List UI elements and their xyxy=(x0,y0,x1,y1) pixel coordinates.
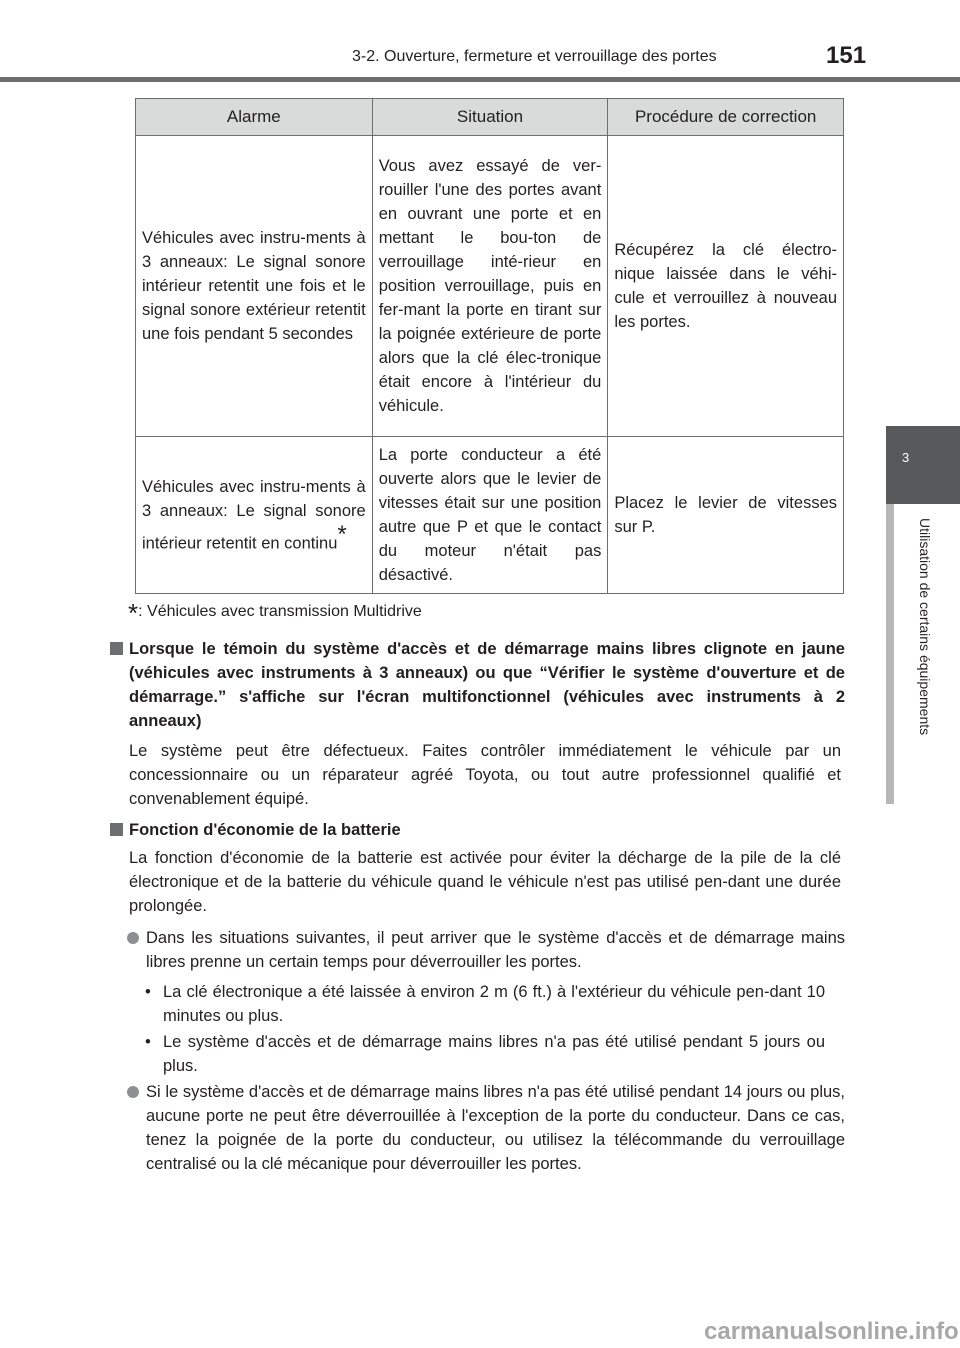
chapter-title: Utilisation de certains équipements xyxy=(917,518,933,736)
table-row xyxy=(136,437,844,594)
list-item xyxy=(125,1080,845,1176)
procedure-cell: Récupérez la clé électro-nique laissée dans le véhi-cule et verrouillez à nouveau les portes. xyxy=(608,136,844,437)
bullet-dot-icon: • xyxy=(145,1033,151,1051)
sub-list-item xyxy=(145,1030,825,1078)
column-header: Procédure de correction xyxy=(608,99,844,136)
list-item-text: Dans les situations suivantes, il peut arriver que le système d'accès et de démarrage mains libres prenne un certain temps pour déverrouiller les portes. xyxy=(146,929,845,971)
alarm-cell: Véhicules avec instru-ments à 3 anneaux: Le signal sonore intérieur retentit une fois et le signal sonore extérieur retentit une fois pendant 5 secondes xyxy=(136,136,373,437)
table-row xyxy=(136,136,844,437)
chapter-tab xyxy=(886,426,960,504)
procedure-cell: Placez le levier de vitesses sur P. xyxy=(608,437,844,594)
circle-bullet-icon xyxy=(127,1086,139,1098)
page-number: 151 xyxy=(826,42,867,69)
sub-list-item-text: Le système d'accès et de démarrage mains libres n'a pas été utilisé pendant 5 jours ou plus. xyxy=(163,1033,825,1075)
section-body: Le système peut être défectueux. Faites contrôler immédiatement le véhicule par un concessionnaire ou un réparateur agréé Toyota, ou tout autre professionnel qualifié et convenablement équipé. xyxy=(129,742,841,808)
table-header-row xyxy=(136,99,844,136)
column-header: Situation xyxy=(372,99,608,136)
table-footnote xyxy=(128,598,422,629)
chapter-number: 3 xyxy=(902,450,910,465)
footnote-text: : Véhicules avec transmission Multidrive xyxy=(138,603,422,620)
alarm-cell xyxy=(136,437,373,594)
section-title: 3-2. Ouverture, fermeture et verrouillage des portes xyxy=(352,48,717,65)
watermark: carmanualsonline.info xyxy=(704,1318,959,1345)
list-item-text: Si le système d'accès et de démarrage mains libres n'a pas été utilisé pendant 14 jours ou plus, aucune porte ne peut être déverrouillée à l'exception de la porte du conducteur. Dans ce cas, tenez la poignée de la porte du conducteur, ou utilisez la télécommande du verrouillage centralisé ou la clé mécanique pour déverrouiller les portes. xyxy=(146,1083,845,1173)
alarm-table xyxy=(135,98,844,594)
list-item xyxy=(125,926,845,974)
sub-list-item xyxy=(145,980,825,1028)
section-heading: Fonction d'économie de la batterie xyxy=(129,821,401,839)
circle-bullet-icon xyxy=(127,932,139,944)
column-header: Alarme xyxy=(136,99,373,136)
footnote-mark: * xyxy=(337,520,347,548)
header-divider xyxy=(0,77,960,82)
section-body: La fonction d'économie de la batterie est activée pour éviter la décharge de la pile de la clé électronique et de la batterie du véhicule quand le véhicule n'est pas utilisé pen-dant une durée prolongée. xyxy=(129,849,841,915)
situation-cell: Vous avez essayé de ver-rouiller l'une des portes avant en ouvrant une porte et en mettant le bou-ton de verrouillage inté-rieur en position verrouillage, puis en fer-mant la porte en tirant sur la poignée extérieure de porte alors que la clé élec-tronique était encore à l'intérieur du véhicule. xyxy=(372,136,608,437)
alarm-text: Véhicules avec instru-ments à 3 anneaux: Le signal sonore intérieur retentit en continu xyxy=(142,477,366,553)
bullet-dot-icon: • xyxy=(145,983,151,1001)
section-heading-warning xyxy=(110,637,845,733)
section-heading-battery xyxy=(110,818,845,842)
situation-cell: La porte conducteur a été ouverte alors que le levier de vitesses était sur une position autre que P et que le contact du moteur n'était pas désactivé. xyxy=(372,437,608,594)
section-heading: Lorsque le témoin du système d'accès et de démarrage mains libres clignote en jaune (véhicules avec instruments à 3 anneaux) ou que “Vérifier le système d'ouverture et de démarrage.” s'affiche sur l'écran multifonctionnel (véhicules avec instruments à 2 anneaux) xyxy=(129,640,845,730)
footnote-mark: * xyxy=(128,598,139,628)
sub-list-item-text: La clé électronique a été laissée à environ 2 m (6 ft.) à l'extérieur du véhicule pen-dant 10 minutes ou plus. xyxy=(163,983,825,1025)
square-bullet-icon xyxy=(110,642,123,655)
square-bullet-icon xyxy=(110,823,123,836)
chapter-bar xyxy=(886,504,894,804)
